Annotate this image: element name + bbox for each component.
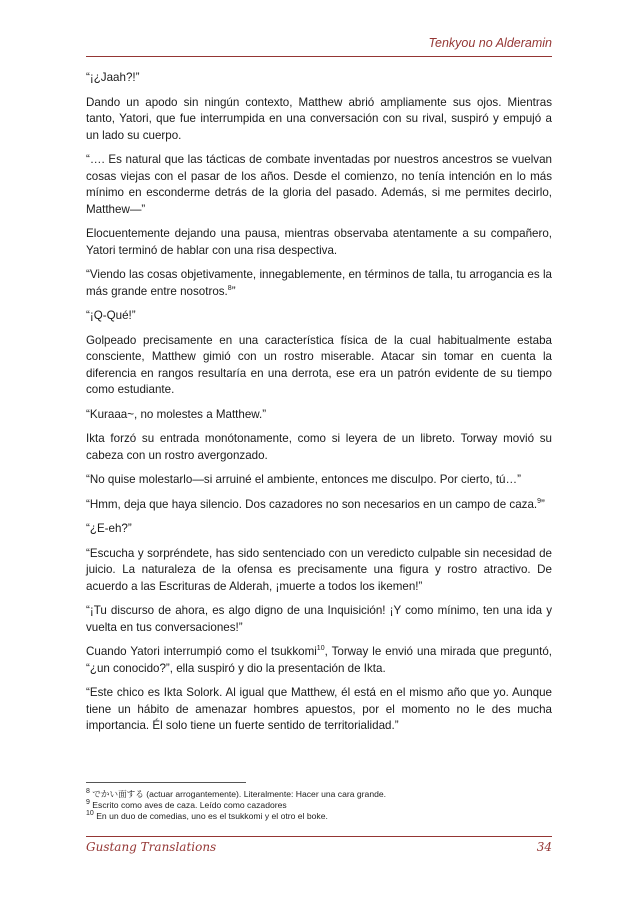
paragraph: “Kuraaa~, no molestes a Matthew.” [86,407,267,421]
footnote-ref[interactable]: 10 [316,645,325,653]
paragraph: Cuando Yatori interrumpió como el tsukkomi$^{10}$, Torway le envió una mirada que preguntó, “¿un conocido?”, ella suspiró y dio la presentación de Ikta. [86,645,552,675]
footnote-number: 9 [86,799,90,807]
paragraph: “Escucha y sorpréndete, has sido sentenciado con un veredicto culpable sin necesidad de juicio. La naturaleza de la ofensa es precisamente una figura y rostro atractivo. De acuerdo a las Escrituras de Alderah, ¡muerte a todos los ikemen!” [86,546,552,593]
running-header: Tenkyou no Alderamin [428,36,552,50]
paragraph: “¿E-eh?” [86,522,132,535]
footer-credit: Gustang Translations [86,840,217,854]
footnote-number: 8 [86,788,90,796]
paragraph: Golpeado precisamente en una característica física de la cual habitualmente estaba consciente, Matthew gimió con un rostro miserable. Atacar sin tomar en cuenta la diferencia en rangos resultaría en una derrota, ese era un patrón evidente de su tiempo como estudiante. [86,333,552,396]
page-number: 34 [536,840,552,854]
paragraph: Ikta forzó su entrada monótonamente, como si leyera de un libreto. Torway movió su cabeza con un rostro avergonzado. [86,432,552,462]
header-rule [86,56,552,57]
paragraph: “No quise molestarlo—si arruiné el ambiente, entonces me disculpo. Por cierto, tú…” [86,473,521,486]
footnote-ref[interactable]: 9 [537,497,542,505]
body-text [86,70,552,743]
footnote: $^9$ Escrito como aves de caza. Leído como cazadores [86,799,287,810]
footnotes [86,789,552,822]
paragraph: “Este chico es Ikta Solork. Al igual que Matthew, él está en el mismo año que yo. Aunque tiene un hábito de amenazar hombres apuestos, por el momento no le des mucha importancia. Él solo tiene un fuerte sentido de territorialidad.” [86,686,552,732]
paragraph: “¡Q-Qué!” [86,309,136,322]
footnote-ref[interactable]: 8 [227,284,232,292]
footer-rule [86,836,552,837]
paragraph: “¡Tu discurso de ahora, es algo digno de una Inquisición! ¡Y como mínimo, ten una ida y vuelta en tus conversaciones!” [86,604,552,634]
paragraph: “¡¿Jaah?!” [86,71,140,84]
paragraph: “…. Es natural que las tácticas de combate inventadas por nuestros ancestros se vuelvan cosas viejas con el pasar de los años. Desde el comienzo, no tenía intención en lo más mínimo en esconderme detrás de la gloria del pasado. Además, si me permites decirlo, Matthew—” [86,153,552,216]
footnote-separator [86,782,246,783]
footnote: $^8$ でかい面する (actuar arrogantemente). Literalmente: Hacer una cara grande. [86,788,387,799]
paragraph: Elocuentemente dejando una pausa, mientras observaba atentamente a su compañero, Yatori terminó de hablar con una risa despectiva. [86,227,552,257]
footnote: $^{10}$ En un duo de comedias, uno es el tsukkomi y el otro el boke. [86,810,328,821]
paragraph: “Hmm, deja que haya silencio. Dos cazadores no son necesarios en un campo de caza.$^9$” [86,497,545,511]
footnote-number: 10 [86,810,94,818]
paragraph: Dando un apodo sin ningún contexto, Matthew abrió ampliamente sus ojos. Mientras tanto, Yatori, que fue interrumpida en una conversación con su rival, suspiró y empujó a un lado su cuerpo. [86,95,552,142]
paragraph: “Viendo las cosas objetivamente, innegablemente, en términos de talla, tu arrogancia es la más grande entre nosotros.$^8$” [86,268,552,298]
